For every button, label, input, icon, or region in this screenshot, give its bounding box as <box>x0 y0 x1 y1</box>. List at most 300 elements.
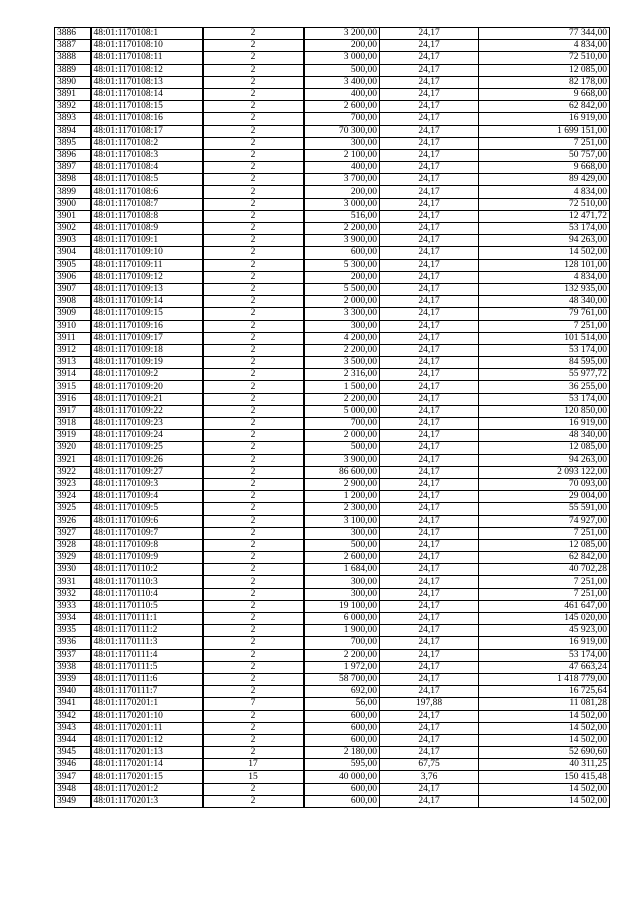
category-code-cell: 2 <box>203 52 304 64</box>
category-code-cell: 2 <box>203 259 304 271</box>
category-code-cell: 2 <box>203 332 304 344</box>
cadastral-number-cell: 48:01:1170108:4 <box>91 162 203 174</box>
row-number-cell: 3941 <box>55 698 91 710</box>
cadastral-value-cell: 47 663,24 <box>479 661 610 673</box>
cadastral-number-cell: 48:01:1170110:3 <box>91 576 203 588</box>
area-value-cell: 400,00 <box>304 162 380 174</box>
cadastral-value-cell: 120 850,00 <box>479 405 610 417</box>
rate-value-cell: 24,17 <box>380 125 479 137</box>
area-value-cell: 3 900,00 <box>304 454 380 466</box>
category-code-cell: 2 <box>203 673 304 685</box>
category-code-cell: 2 <box>203 466 304 478</box>
row-number-cell: 3942 <box>55 710 91 722</box>
cadastral-number-cell: 48:01:1170110:4 <box>91 588 203 600</box>
rate-value-cell: 24,17 <box>380 564 479 576</box>
rate-value-cell: 24,17 <box>380 235 479 247</box>
table-row <box>55 710 610 722</box>
area-value-cell: 1 200,00 <box>304 491 380 503</box>
rate-value-cell: 24,17 <box>380 661 479 673</box>
area-value-cell: 3 900,00 <box>304 235 380 247</box>
cadastral-value-cell: 70 093,00 <box>479 478 610 490</box>
area-value-cell: 1 900,00 <box>304 625 380 637</box>
cadastral-value-cell: 461 647,00 <box>479 600 610 612</box>
area-value-cell: 70 300,00 <box>304 125 380 137</box>
cadastral-value-cell: 89 429,00 <box>479 174 610 186</box>
row-number-cell: 3889 <box>55 64 91 76</box>
area-value-cell: 3 400,00 <box>304 76 380 88</box>
rate-value-cell: 24,17 <box>380 552 479 564</box>
category-code-cell: 2 <box>203 710 304 722</box>
row-number-cell: 3940 <box>55 686 91 698</box>
category-code-cell: 2 <box>203 600 304 612</box>
cadastral-number-cell: 48:01:1170108:15 <box>91 101 203 113</box>
table-row <box>55 357 610 369</box>
rate-value-cell: 24,17 <box>380 734 479 746</box>
category-code-cell: 2 <box>203 661 304 673</box>
rate-value-cell: 24,17 <box>380 101 479 113</box>
category-code-cell: 2 <box>203 162 304 174</box>
table-row <box>55 600 610 612</box>
table-row <box>55 673 610 685</box>
cadastral-value-cell: 53 174,00 <box>479 344 610 356</box>
area-value-cell: 1 684,00 <box>304 564 380 576</box>
rate-value-cell: 24,17 <box>380 515 479 527</box>
rate-value-cell: 24,17 <box>380 649 479 661</box>
area-value-cell: 2 900,00 <box>304 478 380 490</box>
category-code-cell: 2 <box>203 564 304 576</box>
category-code-cell: 2 <box>203 101 304 113</box>
cadastral-value-cell: 94 263,00 <box>479 454 610 466</box>
area-value-cell: 3 500,00 <box>304 357 380 369</box>
row-number-cell: 3901 <box>55 210 91 222</box>
category-code-cell: 2 <box>203 686 304 698</box>
table-row <box>55 52 610 64</box>
cadastral-number-cell: 48:01:1170109:25 <box>91 442 203 454</box>
cadastral-number-cell: 48:01:1170108:2 <box>91 137 203 149</box>
row-number-cell: 3917 <box>55 405 91 417</box>
area-value-cell: 300,00 <box>304 137 380 149</box>
category-code-cell: 17 <box>203 759 304 771</box>
table-row <box>55 454 610 466</box>
cadastral-number-cell: 48:01:1170108:12 <box>91 64 203 76</box>
area-value-cell: 2 600,00 <box>304 552 380 564</box>
cadastral-value-cell: 9 668,00 <box>479 88 610 100</box>
cadastral-value-cell: 14 502,00 <box>479 710 610 722</box>
table-row <box>55 466 610 478</box>
cadastral-value-cell: 132 935,00 <box>479 283 610 295</box>
area-value-cell: 2 000,00 <box>304 430 380 442</box>
table-row <box>55 247 610 259</box>
row-number-cell: 3913 <box>55 357 91 369</box>
row-number-cell: 3909 <box>55 308 91 320</box>
rate-value-cell: 24,17 <box>380 600 479 612</box>
area-value-cell: 3 000,00 <box>304 198 380 210</box>
table-row <box>55 186 610 198</box>
row-number-cell: 3924 <box>55 491 91 503</box>
row-number-cell: 3945 <box>55 747 91 759</box>
cadastral-value-cell: 62 842,00 <box>479 552 610 564</box>
cadastral-number-cell: 48:01:1170111:4 <box>91 649 203 661</box>
area-value-cell: 5 300,00 <box>304 259 380 271</box>
row-number-cell: 3946 <box>55 759 91 771</box>
rate-value-cell: 67,75 <box>380 759 479 771</box>
table-row <box>55 271 610 283</box>
cadastral-value-cell: 84 595,00 <box>479 357 610 369</box>
category-code-cell: 2 <box>203 283 304 295</box>
row-number-cell: 3935 <box>55 625 91 637</box>
area-value-cell: 300,00 <box>304 576 380 588</box>
row-number-cell: 3939 <box>55 673 91 685</box>
area-value-cell: 692,00 <box>304 686 380 698</box>
cadastral-number-cell: 48:01:1170109:15 <box>91 308 203 320</box>
row-number-cell: 3918 <box>55 418 91 430</box>
rate-value-cell: 24,17 <box>380 393 479 405</box>
row-number-cell: 3893 <box>55 113 91 125</box>
area-value-cell: 500,00 <box>304 442 380 454</box>
category-code-cell: 2 <box>203 76 304 88</box>
table-row <box>55 259 610 271</box>
row-number-cell: 3890 <box>55 76 91 88</box>
table-row <box>55 283 610 295</box>
rate-value-cell: 24,17 <box>380 576 479 588</box>
area-value-cell: 400,00 <box>304 88 380 100</box>
table-row <box>55 369 610 381</box>
area-value-cell: 3 200,00 <box>304 28 380 40</box>
category-code-cell: 2 <box>203 491 304 503</box>
category-code-cell: 2 <box>203 795 304 807</box>
row-number-cell: 3906 <box>55 271 91 283</box>
area-value-cell: 500,00 <box>304 64 380 76</box>
table-row <box>55 137 610 149</box>
cadastral-number-cell: 48:01:1170201:13 <box>91 747 203 759</box>
row-number-cell: 3892 <box>55 101 91 113</box>
category-code-cell: 2 <box>203 320 304 332</box>
rate-value-cell: 24,17 <box>380 283 479 295</box>
cadastral-number-cell: 48:01:1170109:10 <box>91 247 203 259</box>
cadastral-value-cell: 7 251,00 <box>479 320 610 332</box>
cadastral-value-cell: 16 725,64 <box>479 686 610 698</box>
cadastral-number-cell: 48:01:1170108:14 <box>91 88 203 100</box>
cadastral-number-cell: 48:01:1170109:21 <box>91 393 203 405</box>
row-number-cell: 3895 <box>55 137 91 149</box>
category-code-cell: 2 <box>203 223 304 235</box>
area-value-cell: 516,00 <box>304 210 380 222</box>
rate-value-cell: 24,17 <box>380 247 479 259</box>
area-value-cell: 2 300,00 <box>304 503 380 515</box>
rate-value-cell: 24,17 <box>380 40 479 52</box>
table-row <box>55 552 610 564</box>
area-value-cell: 2 316,00 <box>304 369 380 381</box>
rate-value-cell: 24,17 <box>380 503 479 515</box>
table-row <box>55 88 610 100</box>
table-row <box>55 113 610 125</box>
cadastral-value-cell: 4 834,00 <box>479 40 610 52</box>
area-value-cell: 595,00 <box>304 759 380 771</box>
cadastral-number-cell: 48:01:1170108:10 <box>91 40 203 52</box>
rate-value-cell: 24,17 <box>380 783 479 795</box>
cadastral-value-cell: 1 699 151,00 <box>479 125 610 137</box>
category-code-cell: 2 <box>203 588 304 600</box>
row-number-cell: 3930 <box>55 564 91 576</box>
row-number-cell: 3914 <box>55 369 91 381</box>
category-code-cell: 2 <box>203 418 304 430</box>
cadastral-value-cell: 50 757,00 <box>479 149 610 161</box>
cadastral-number-cell: 48:01:1170108:13 <box>91 76 203 88</box>
cadastral-value-cell: 14 502,00 <box>479 722 610 734</box>
cadastral-value-cell: 79 761,00 <box>479 308 610 320</box>
row-number-cell: 3915 <box>55 381 91 393</box>
cadastral-value-cell: 55 977,72 <box>479 369 610 381</box>
area-value-cell: 300,00 <box>304 320 380 332</box>
table-row <box>55 442 610 454</box>
cadastral-number-cell: 48:01:1170108:11 <box>91 52 203 64</box>
row-number-cell: 3922 <box>55 466 91 478</box>
cadastral-number-cell: 48:01:1170201:14 <box>91 759 203 771</box>
cadastral-number-cell: 48:01:1170201:12 <box>91 734 203 746</box>
cadastral-number-cell: 48:01:1170109:14 <box>91 296 203 308</box>
rate-value-cell: 24,17 <box>380 686 479 698</box>
category-code-cell: 2 <box>203 247 304 259</box>
row-number-cell: 3921 <box>55 454 91 466</box>
area-value-cell: 600,00 <box>304 734 380 746</box>
row-number-cell: 3908 <box>55 296 91 308</box>
table-row <box>55 698 610 710</box>
cadastral-value-cell: 16 919,00 <box>479 637 610 649</box>
rate-value-cell: 24,17 <box>380 64 479 76</box>
area-value-cell: 58 700,00 <box>304 673 380 685</box>
rate-value-cell: 24,17 <box>380 588 479 600</box>
row-number-cell: 3886 <box>55 28 91 40</box>
rate-value-cell: 24,17 <box>380 539 479 551</box>
table-row <box>55 174 610 186</box>
category-code-cell: 2 <box>203 137 304 149</box>
table-row <box>55 223 610 235</box>
category-code-cell: 2 <box>203 515 304 527</box>
table-row <box>55 649 610 661</box>
rate-value-cell: 24,17 <box>380 308 479 320</box>
cadastral-value-cell: 72 510,00 <box>479 198 610 210</box>
table-row <box>55 430 610 442</box>
area-value-cell: 3 700,00 <box>304 174 380 186</box>
row-number-cell: 3948 <box>55 783 91 795</box>
table-row <box>55 661 610 673</box>
area-value-cell: 2 100,00 <box>304 149 380 161</box>
row-number-cell: 3896 <box>55 149 91 161</box>
cadastral-value-cell: 12 085,00 <box>479 64 610 76</box>
row-number-cell: 3899 <box>55 186 91 198</box>
rate-value-cell: 24,17 <box>380 357 479 369</box>
cadastral-value-cell: 128 101,00 <box>479 259 610 271</box>
rate-value-cell: 24,17 <box>380 722 479 734</box>
rate-value-cell: 24,17 <box>380 210 479 222</box>
table-row <box>55 308 610 320</box>
rate-value-cell: 3,76 <box>380 771 479 783</box>
cadastral-number-cell: 48:01:1170110:2 <box>91 564 203 576</box>
area-value-cell: 2 200,00 <box>304 223 380 235</box>
category-code-cell: 2 <box>203 271 304 283</box>
table-row <box>55 418 610 430</box>
table-row <box>55 783 610 795</box>
area-value-cell: 56,00 <box>304 698 380 710</box>
cadastral-number-cell: 48:01:1170109:1 <box>91 235 203 247</box>
cadastral-number-cell: 48:01:1170111:3 <box>91 637 203 649</box>
cadastral-value-cell: 82 178,00 <box>479 76 610 88</box>
rate-value-cell: 197,88 <box>380 698 479 710</box>
table-row <box>55 393 610 405</box>
cadastral-value-cell: 2 093 122,00 <box>479 466 610 478</box>
cadastral-value-cell: 52 690,60 <box>479 747 610 759</box>
row-number-cell: 3928 <box>55 539 91 551</box>
table-row <box>55 320 610 332</box>
rate-value-cell: 24,17 <box>380 673 479 685</box>
row-number-cell: 3894 <box>55 125 91 137</box>
area-value-cell: 600,00 <box>304 710 380 722</box>
cadastral-value-cell: 77 344,00 <box>479 28 610 40</box>
table-row <box>55 539 610 551</box>
table-row <box>55 734 610 746</box>
category-code-cell: 15 <box>203 771 304 783</box>
table-row <box>55 381 610 393</box>
rate-value-cell: 24,17 <box>380 296 479 308</box>
area-value-cell: 2 200,00 <box>304 649 380 661</box>
cadastral-number-cell: 48:01:1170201:3 <box>91 795 203 807</box>
cadastral-number-cell: 48:01:1170109:18 <box>91 344 203 356</box>
rate-value-cell: 24,17 <box>380 369 479 381</box>
table-row <box>55 637 610 649</box>
rate-value-cell: 24,17 <box>380 76 479 88</box>
area-value-cell: 5 500,00 <box>304 283 380 295</box>
cadastral-value-cell: 7 251,00 <box>479 527 610 539</box>
cadastral-value-cell: 62 842,00 <box>479 101 610 113</box>
table-row <box>55 576 610 588</box>
rate-value-cell: 24,17 <box>380 405 479 417</box>
row-number-cell: 3943 <box>55 722 91 734</box>
cadastral-number-cell: 48:01:1170111:1 <box>91 613 203 625</box>
table-body <box>55 28 610 808</box>
rate-value-cell: 24,17 <box>380 527 479 539</box>
category-code-cell: 2 <box>203 405 304 417</box>
table-row <box>55 478 610 490</box>
cadastral-number-cell: 48:01:1170109:5 <box>91 503 203 515</box>
cadastral-value-cell: 14 502,00 <box>479 783 610 795</box>
cadastral-number-cell: 48:01:1170110:5 <box>91 600 203 612</box>
rate-value-cell: 24,17 <box>380 174 479 186</box>
table-row <box>55 503 610 515</box>
row-number-cell: 3904 <box>55 247 91 259</box>
table-row <box>55 296 610 308</box>
area-value-cell: 3 300,00 <box>304 308 380 320</box>
cadastral-value-cell: 16 919,00 <box>479 113 610 125</box>
cadastral-value-cell: 1 418 779,00 <box>479 673 610 685</box>
cadastral-value-cell: 53 174,00 <box>479 649 610 661</box>
cadastral-value-cell: 14 502,00 <box>479 247 610 259</box>
cadastral-value-cell: 36 255,00 <box>479 381 610 393</box>
cadastral-number-cell: 48:01:1170201:11 <box>91 722 203 734</box>
cadastral-number-cell: 48:01:1170108:17 <box>91 125 203 137</box>
rate-value-cell: 24,17 <box>380 137 479 149</box>
area-value-cell: 6 000,00 <box>304 613 380 625</box>
rate-value-cell: 24,17 <box>380 28 479 40</box>
row-number-cell: 3902 <box>55 223 91 235</box>
category-code-cell: 2 <box>203 722 304 734</box>
rate-value-cell: 24,17 <box>380 381 479 393</box>
area-value-cell: 86 600,00 <box>304 466 380 478</box>
cadastral-number-cell: 48:01:1170109:27 <box>91 466 203 478</box>
cadastral-value-cell: 101 514,00 <box>479 332 610 344</box>
row-number-cell: 3936 <box>55 637 91 649</box>
cadastral-number-cell: 48:01:1170201:2 <box>91 783 203 795</box>
row-number-cell: 3925 <box>55 503 91 515</box>
table-row <box>55 162 610 174</box>
area-value-cell: 700,00 <box>304 637 380 649</box>
table-row <box>55 28 610 40</box>
row-number-cell: 3923 <box>55 478 91 490</box>
category-code-cell: 2 <box>203 649 304 661</box>
table-row <box>55 747 610 759</box>
table-row <box>55 101 610 113</box>
area-value-cell: 3 100,00 <box>304 515 380 527</box>
cadastral-number-cell: 48:01:1170109:8 <box>91 539 203 551</box>
cadastral-number-cell: 48:01:1170109:3 <box>91 478 203 490</box>
cadastral-value-cell: 45 923,00 <box>479 625 610 637</box>
cadastral-value-cell: 40 702,28 <box>479 564 610 576</box>
row-number-cell: 3934 <box>55 613 91 625</box>
cadastral-number-cell: 48:01:1170108:3 <box>91 149 203 161</box>
area-value-cell: 4 200,00 <box>304 332 380 344</box>
row-number-cell: 3898 <box>55 174 91 186</box>
area-value-cell: 300,00 <box>304 527 380 539</box>
area-value-cell: 1 500,00 <box>304 381 380 393</box>
table-row <box>55 125 610 137</box>
row-number-cell: 3912 <box>55 344 91 356</box>
rate-value-cell: 24,17 <box>380 491 479 503</box>
table-row <box>55 795 610 807</box>
rate-value-cell: 24,17 <box>380 442 479 454</box>
area-value-cell: 700,00 <box>304 418 380 430</box>
table-row <box>55 686 610 698</box>
cadastral-value-cell: 48 340,00 <box>479 296 610 308</box>
row-number-cell: 3938 <box>55 661 91 673</box>
cadastral-value-cell: 4 834,00 <box>479 271 610 283</box>
rate-value-cell: 24,17 <box>380 710 479 722</box>
cadastral-number-cell: 48:01:1170109:6 <box>91 515 203 527</box>
cadastral-value-cell: 12 471,72 <box>479 210 610 222</box>
category-code-cell: 2 <box>203 186 304 198</box>
category-code-cell: 2 <box>203 442 304 454</box>
category-code-cell: 2 <box>203 198 304 210</box>
row-number-cell: 3920 <box>55 442 91 454</box>
rate-value-cell: 24,17 <box>380 625 479 637</box>
area-value-cell: 2 200,00 <box>304 344 380 356</box>
row-number-cell: 3907 <box>55 283 91 295</box>
rate-value-cell: 24,17 <box>380 613 479 625</box>
area-value-cell: 5 000,00 <box>304 405 380 417</box>
rate-value-cell: 24,17 <box>380 344 479 356</box>
rate-value-cell: 24,17 <box>380 747 479 759</box>
category-code-cell: 2 <box>203 369 304 381</box>
cadastral-value-cell: 40 311,25 <box>479 759 610 771</box>
row-number-cell: 3905 <box>55 259 91 271</box>
category-code-cell: 2 <box>203 430 304 442</box>
area-value-cell: 40 000,00 <box>304 771 380 783</box>
area-value-cell: 600,00 <box>304 247 380 259</box>
row-number-cell: 3891 <box>55 88 91 100</box>
row-number-cell: 3949 <box>55 795 91 807</box>
row-number-cell: 3937 <box>55 649 91 661</box>
cadastral-number-cell: 48:01:1170109:12 <box>91 271 203 283</box>
area-value-cell: 200,00 <box>304 271 380 283</box>
area-value-cell: 200,00 <box>304 186 380 198</box>
